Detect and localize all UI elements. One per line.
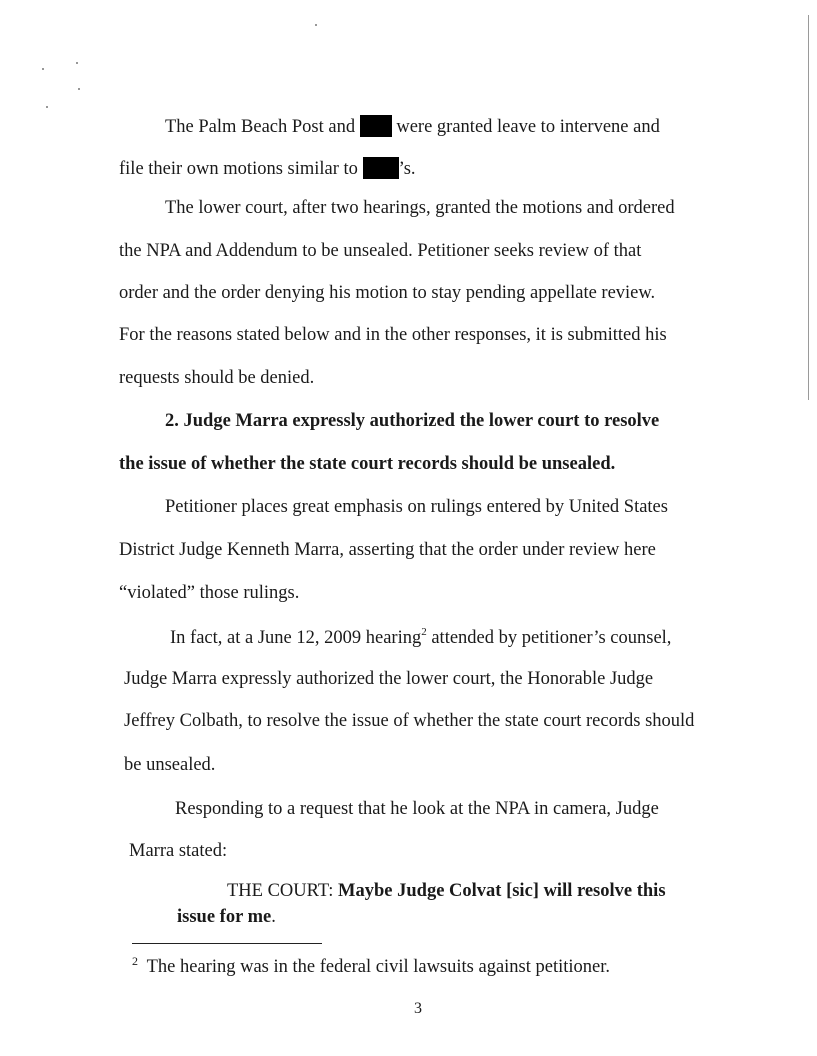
para4-text: In fact, at a June 12, 2009 hearing bbox=[170, 628, 422, 648]
para1-text: ’s. bbox=[398, 159, 416, 179]
para3-line: Petitioner places great emphasis on rulings entered by United States bbox=[165, 497, 668, 517]
redaction-block bbox=[360, 115, 392, 137]
para4-line: Judge Marra expressly authorized the lower court, the Honorable Judge bbox=[124, 669, 654, 689]
block-quote-line1 bbox=[227, 881, 666, 902]
para1-text: The Palm Beach Post and bbox=[165, 117, 356, 137]
section-heading: the issue of whether the state court records should be unsealed. bbox=[119, 454, 616, 474]
para1-text: were granted leave to intervene and bbox=[396, 117, 660, 137]
quote-speaker: THE COURT: bbox=[227, 881, 339, 901]
para2-line: For the reasons stated below and in the other responses, it is submitted his bbox=[119, 325, 667, 345]
para4-line1 bbox=[170, 626, 671, 649]
quote-text: issue for me bbox=[177, 907, 272, 927]
para2-line: requests should be denied. bbox=[119, 368, 315, 388]
scan-edge-line bbox=[808, 15, 809, 400]
para5-line: Responding to a request that he look at the NPA in camera, Judge bbox=[175, 799, 659, 819]
page-number: 3 bbox=[414, 1000, 422, 1017]
footnote-separator bbox=[132, 943, 322, 944]
para1-text: file their own motions similar to bbox=[119, 159, 358, 179]
para3-line: “violated” those rulings. bbox=[119, 583, 300, 603]
footnote-number: 2 bbox=[132, 954, 138, 968]
section-heading: 2. Judge Marra expressly authorized the lower court to resolve bbox=[165, 411, 660, 431]
scan-speck bbox=[76, 62, 78, 64]
para1-line2 bbox=[119, 157, 416, 180]
para2-line: The lower court, after two hearings, granted the motions and ordered bbox=[165, 198, 675, 218]
footnote bbox=[132, 954, 610, 978]
footnote-text: The hearing was in the federal civil lawsuits against petitioner. bbox=[146, 957, 611, 977]
para2-line: order and the order denying his motion to stay pending appellate review. bbox=[119, 283, 656, 303]
scan-speck bbox=[78, 88, 80, 90]
para4-line: Jeffrey Colbath, to resolve the issue of whether the state court records should bbox=[124, 711, 695, 731]
para5-line: Marra stated: bbox=[129, 841, 228, 861]
scan-speck bbox=[46, 106, 48, 108]
para1-line1 bbox=[165, 115, 660, 138]
block-quote-line2 bbox=[177, 907, 276, 928]
para4-text: attended by petitioner’s counsel, bbox=[426, 628, 672, 648]
para4-line: be unsealed. bbox=[124, 755, 216, 775]
quote-text: Maybe Judge Colvat [sic] will resolve this bbox=[338, 881, 666, 901]
quote-text: . bbox=[271, 907, 276, 927]
scan-speck bbox=[42, 68, 44, 70]
footnote-reference: 2 bbox=[421, 626, 427, 638]
redaction-block bbox=[363, 157, 399, 179]
para3-line: District Judge Kenneth Marra, asserting that the order under review here bbox=[119, 540, 656, 560]
scan-speck bbox=[315, 24, 317, 26]
para2-line: the NPA and Addendum to be unsealed. Petitioner seeks review of that bbox=[119, 241, 642, 261]
